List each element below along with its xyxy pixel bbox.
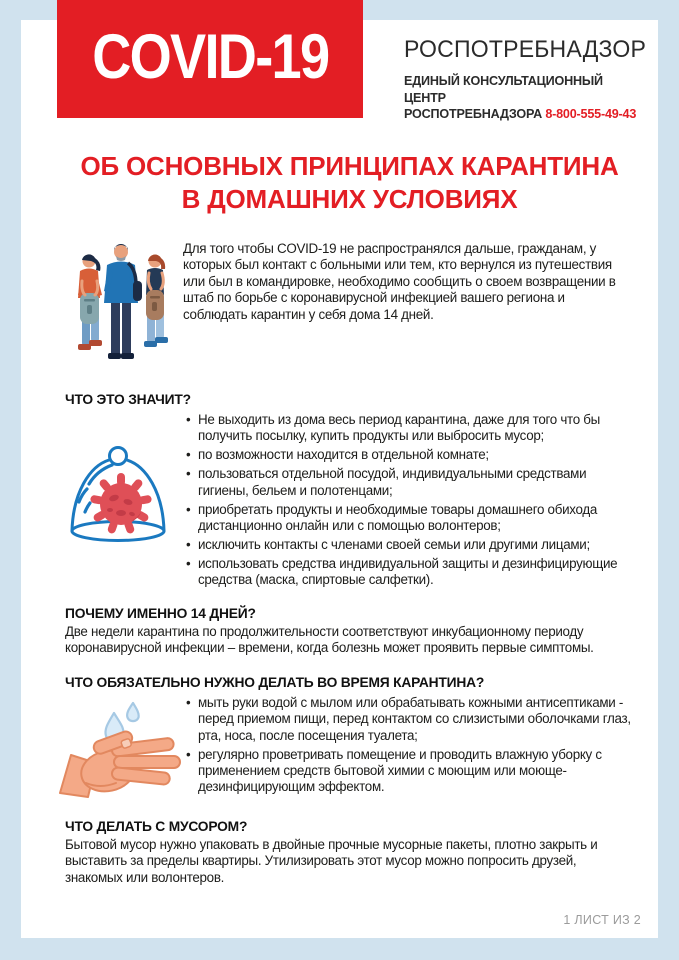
bullet-item: • Не выходить из дома весь период карантина, даже для того что бы получить посылку, купить продукты или выбросить мусор; [185,412,637,445]
bullet-item: • по возможности находится в отдельной комнате; [185,447,637,463]
bullet-item: • использовать средства индивидуальной защиты и дезинфицирующие средства (маска, спиртовые салфетки). [185,556,637,589]
hotline-block [404,73,644,123]
agency-name: РОСПОТРЕБНАДЗОР [404,36,647,63]
content [65,118,634,887]
covid-label: COVID-19 [91,22,329,92]
bullet-item: • мыть руки водой с мылом или обрабатывать кожными антисептиками - перед приемом пищи, перед контактом со слизистыми оболочками глаз, рта, носа, после посещения туалета; [185,695,637,744]
bullet-list [185,412,637,589]
hotline-line1: ЕДИНЫЙ КОНСУЛЬТАЦИОННЫЙ ЦЕНТР [404,74,603,105]
section-trash [65,819,634,887]
bullet-item: • регулярно проветривать помещение и проводить влажную уборку с применением средств бытовой химии с моющим или моюще-дезинфицирующим эффектом. [185,747,637,796]
page [21,20,658,938]
section-heading: ЧТО ДЕЛАТЬ С МУСОРОМ? [65,818,248,834]
intro-paragraph: Для того чтобы COVID-19 не распространялся дальше, гражданам, у которых был контакт с больными или тем, кто вернулся из путешествия или был в командировке, необходимо сообщить о своем возвращении в штаб по борьбе с коронавирусной инфекцией вашего региона и соблюдать карантин у себя дома 14 дней. [183,241,616,322]
travelers-illustration [61,239,181,367]
section-what-it-means [65,392,634,589]
bullet-item: • исключить контакты с членами своей семьи или другими лицами; [185,537,637,553]
bullet-item: • приобретать продукты и необходимые товары домашнего обихода дистанционно онлайн или с помощью волонтеров; [185,502,637,535]
hotline-agency: РОСПОТРЕБНАДЗОРА [404,107,543,122]
virus-under-dome-illustration [59,444,177,550]
section-why-14-days [65,606,634,657]
bullet-item: • пользоваться отдельной посудой, индивидуальными средствами гигиены, бельем и полотенцами; [185,466,637,499]
hand-with-water-drops-illustration [56,695,188,807]
section-text: Две недели карантина по продолжительности соответствуют инкубационному периоду коронавирусной инфекции – времени, когда болезнь может проявить первые симптомы. [65,623,594,656]
section-what-to-do [65,675,634,796]
header-right [404,36,647,123]
intro-row [65,239,634,367]
hotline-phone: 8-800-555-49-43 [545,107,637,122]
page-title [65,150,634,216]
section-text: Бытовой мусор нужно упаковать в двойные прочные мусорные пакеты, плотно закрыть и выставить за пределы квартиры. Утилизировать этот мусор можно попросить друзей, знакомых или волонтеров. [65,836,598,885]
page-number-label: 1 ЛИСТ ИЗ 2 [563,913,641,927]
page-title-line1: ОБ ОСНОВНЫХ ПРИНЦИПАХ КАРАНТИНА [80,151,619,181]
section-heading: ЧТО ОБЯЗАТЕЛЬНО НУЖНО ДЕЛАТЬ ВО ВРЕМЯ КАРАНТИНА? [65,674,485,690]
covid-banner [57,0,363,118]
bullet-list [185,695,637,796]
section-heading: ЧТО ЭТО ЗНАЧИТ? [65,392,191,408]
page-title-line2: В ДОМАШНИХ УСЛОВИЯХ [181,184,518,215]
section-heading: ПОЧЕМУ ИМЕННО 14 ДНЕЙ? [65,605,256,621]
